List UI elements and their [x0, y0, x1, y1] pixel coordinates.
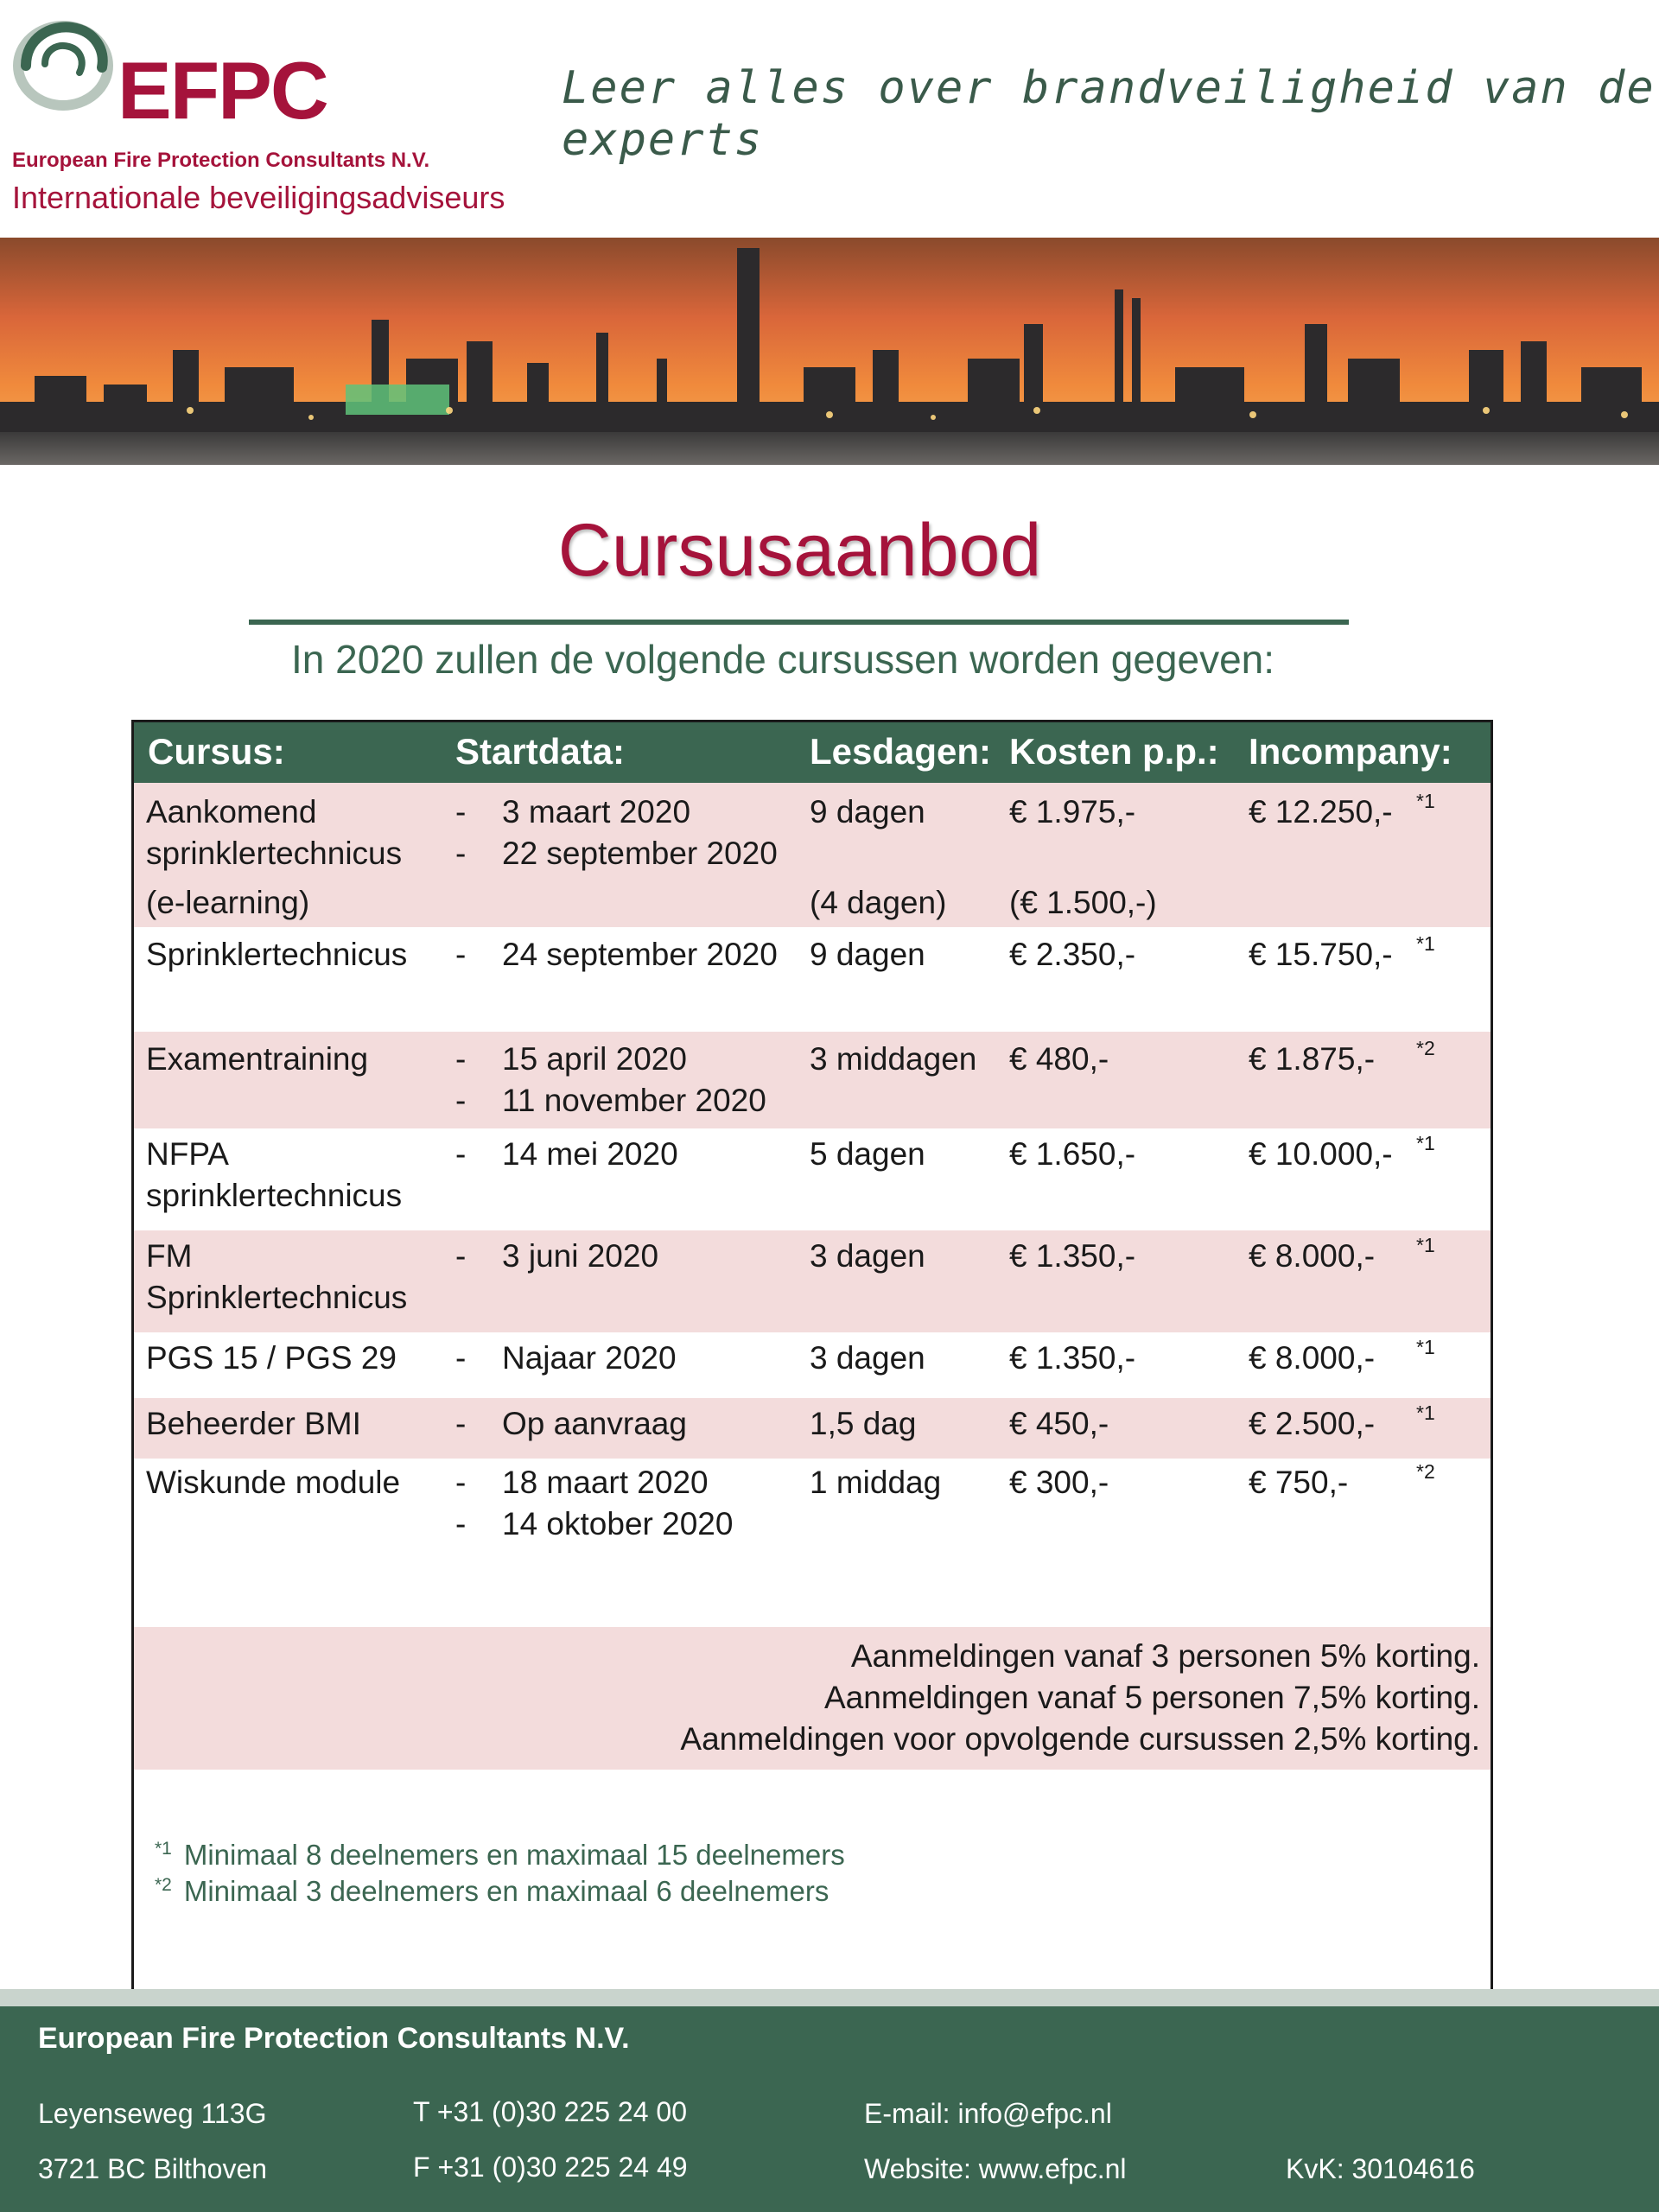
- date-dash: -: [455, 1465, 467, 1500]
- start-dates: 24 september 2020: [502, 937, 778, 972]
- start-dates: 14 mei 2020: [502, 1136, 678, 1172]
- lesdagen: 1 middag: [810, 1465, 942, 1500]
- lesdagen: 9 dagen: [810, 794, 925, 830]
- footnote: [155, 1875, 829, 1908]
- start-dates: 3 maart 2020 22 september 2020: [502, 794, 778, 871]
- date-dash: -: [455, 937, 467, 972]
- kosten: € 1.350,-: [1009, 1238, 1136, 1274]
- incompany: € 8.000,-: [1249, 1340, 1376, 1376]
- title-divider: [249, 620, 1349, 625]
- footnote-marker: *1: [1416, 1234, 1435, 1256]
- discount-line: Aanmeldingen voor opvolgende cursussen 2,5% korting.: [680, 1721, 1480, 1757]
- date-dash: -: [455, 1406, 467, 1441]
- start-dates: 18 maart 2020 14 oktober 2020: [502, 1465, 734, 1541]
- discount-block: [134, 1627, 1491, 1770]
- page-footer: [0, 2006, 1659, 2212]
- footnote-marker: *1: [1416, 1132, 1435, 1154]
- footnote-marker: *2: [1416, 1460, 1435, 1483]
- page-header: [0, 0, 1659, 238]
- table-header: [134, 722, 1491, 783]
- table-row: [134, 783, 1491, 927]
- slogan: Leer alles over brandveiligheid van de experts: [562, 62, 1656, 166]
- header-lesdagen: Lesdagen:: [810, 731, 992, 772]
- incompany: € 12.250,-: [1249, 794, 1393, 830]
- footnote-mark: *1: [155, 1839, 172, 1859]
- footer-fax: F +31 (0)30 225 24 49: [413, 2152, 688, 2183]
- table-row: [134, 1032, 1491, 1128]
- footnote-marker: *1: [1416, 932, 1435, 955]
- footer-phone: T +31 (0)30 225 24 00: [413, 2096, 687, 2127]
- footnote-marker: *2: [1416, 1037, 1435, 1059]
- kosten: € 2.350,-: [1009, 937, 1136, 972]
- kosten: € 1.350,-: [1009, 1340, 1136, 1376]
- table-row: [134, 1459, 1491, 1562]
- industrial-skyline-banner: [0, 238, 1659, 465]
- start-dates: 3 juni 2020: [502, 1238, 659, 1274]
- table-row: [134, 1128, 1491, 1230]
- course-name: PGS 15 / PGS 29: [146, 1340, 397, 1376]
- date-dash: -: [455, 1136, 467, 1172]
- logo-text: EFPC: [118, 45, 327, 136]
- page-subtitle: In 2020 zullen de volgende cursussen worden gegeven:: [290, 637, 1275, 682]
- course-variant: (e-learning): [146, 885, 310, 920]
- incompany: € 10.000,-: [1249, 1136, 1393, 1172]
- date-dash: -: [455, 794, 467, 830]
- incompany: € 750,-: [1249, 1465, 1349, 1500]
- start-dates: Najaar 2020: [502, 1340, 677, 1376]
- lesdagen: 1,5 dag: [810, 1406, 917, 1441]
- incompany: € 8.000,-: [1249, 1238, 1376, 1274]
- header-incompany: Incompany:: [1249, 731, 1452, 772]
- footnote-text: Minimaal 3 deelnemers en maximaal 6 deelnemers: [183, 1875, 830, 1907]
- footer-email[interactable]: E-mail: info@efpc.nl: [864, 2098, 1112, 2129]
- lesdagen: 5 dagen: [810, 1136, 925, 1172]
- lesdagen-variant: (4 dagen): [810, 885, 947, 920]
- discount-line: Aanmeldingen vanaf 5 personen 7,5% korting.: [823, 1680, 1480, 1715]
- course-name: Examentraining: [146, 1041, 369, 1077]
- kosten: € 480,-: [1009, 1041, 1109, 1077]
- page-title: Cursusaanbod: [557, 509, 1042, 592]
- course-name: Beheerder BMI: [146, 1406, 361, 1441]
- footer-website[interactable]: Website: www.efpc.nl: [864, 2153, 1127, 2184]
- kosten-variant: (€ 1.500,-): [1009, 885, 1157, 920]
- footer-kvk: KvK: 30104616: [1286, 2153, 1475, 2184]
- incompany: € 2.500,-: [1249, 1406, 1376, 1441]
- kosten: € 450,-: [1009, 1406, 1109, 1441]
- footnote-marker: *1: [1416, 1402, 1435, 1424]
- header-startdata: Startdata:: [455, 731, 626, 772]
- incompany: € 15.750,-: [1249, 937, 1393, 972]
- table-row: [134, 927, 1491, 1032]
- course-name: NFPA sprinklertechnicus: [146, 1136, 403, 1213]
- footer-address-line1: Leyenseweg 113G: [38, 2098, 267, 2129]
- course-table: [131, 720, 1493, 1999]
- table-row: [134, 1398, 1491, 1459]
- footer-company: European Fire Protection Consultants N.V.: [38, 2022, 630, 2055]
- date-dash: -: [455, 1238, 467, 1274]
- header-kosten: Kosten p.p.:: [1009, 731, 1219, 772]
- footnote-mark: *2: [155, 1875, 172, 1895]
- incompany: € 1.875,-: [1249, 1041, 1376, 1077]
- date-dash: -: [455, 1340, 467, 1376]
- footnote-marker: *1: [1416, 1336, 1435, 1358]
- course-name: Aankomend sprinklertechnicus: [146, 794, 403, 871]
- course-name: Sprinklertechnicus: [146, 937, 408, 972]
- footnote-text: Minimaal 8 deelnemers en maximaal 15 deelnemers: [183, 1839, 845, 1871]
- footnote: [155, 1839, 845, 1872]
- lesdagen: 3 dagen: [810, 1238, 925, 1274]
- course-name: Wiskunde module: [146, 1465, 401, 1500]
- lesdagen: 3 dagen: [810, 1340, 925, 1376]
- lesdagen: 9 dagen: [810, 937, 925, 972]
- lesdagen: 3 middagen: [810, 1041, 977, 1077]
- footer-address-line2: 3721 BC Bilthoven: [38, 2153, 268, 2184]
- date-dash: -: [455, 1506, 467, 1541]
- footnote-marker: *1: [1416, 790, 1435, 812]
- company-subtitle: Internationale beveiligingsadviseurs: [12, 180, 505, 215]
- header-cursus: Cursus:: [148, 731, 285, 772]
- discount-line: Aanmeldingen vanaf 3 personen 5% korting.: [850, 1638, 1480, 1674]
- kosten: € 300,-: [1009, 1465, 1109, 1500]
- table-row: [134, 1332, 1491, 1398]
- date-dash: -: [455, 1041, 467, 1077]
- footer-divider: [0, 1989, 1659, 2006]
- date-dash: -: [455, 1083, 467, 1118]
- table-row: [134, 1230, 1491, 1332]
- start-dates: Op aanvraag: [502, 1406, 687, 1441]
- kosten: € 1.975,-: [1009, 794, 1136, 830]
- company-name: European Fire Protection Consultants N.V.: [12, 149, 430, 172]
- start-dates: 15 april 2020 11 november 2020: [502, 1041, 766, 1118]
- kosten: € 1.650,-: [1009, 1136, 1136, 1172]
- efpc-swirl-logo-icon: [12, 12, 114, 114]
- course-name: FM Sprinklertechnicus: [146, 1238, 408, 1315]
- date-dash: -: [455, 836, 467, 871]
